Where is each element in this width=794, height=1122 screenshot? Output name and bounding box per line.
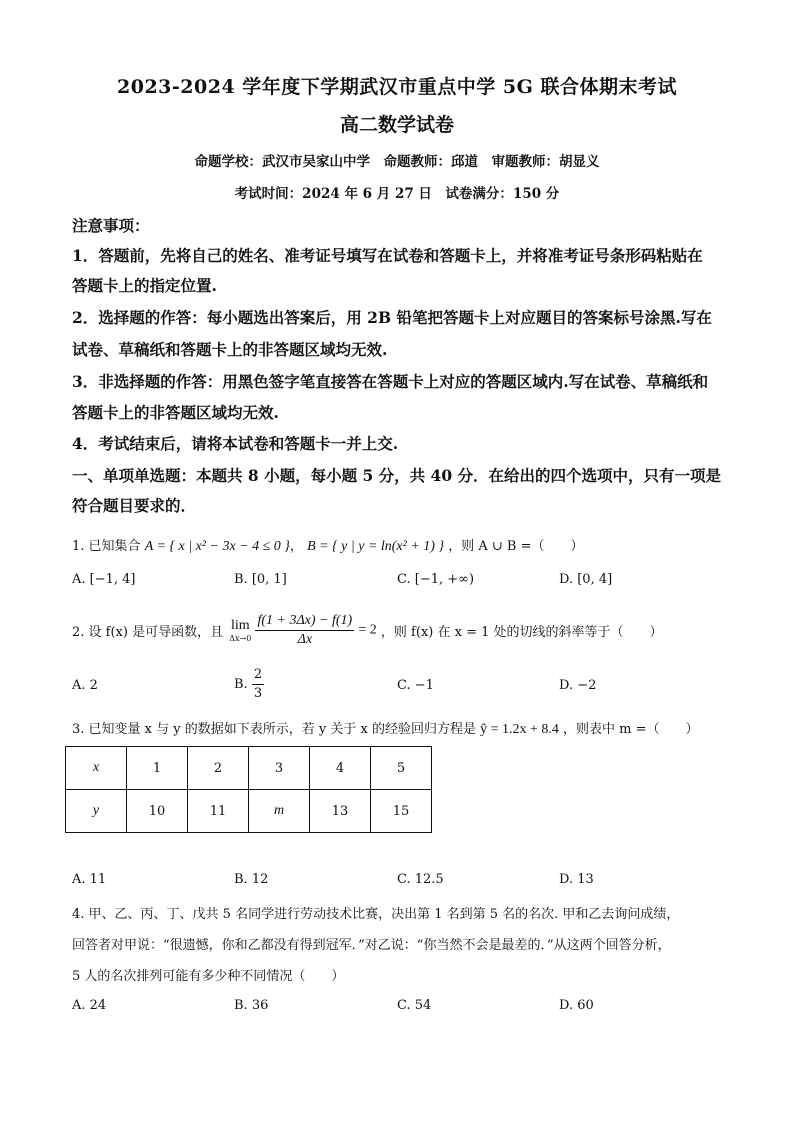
q3-text-post: ，则表中 m =（ ） bbox=[563, 722, 699, 737]
table-row-y bbox=[66, 790, 432, 833]
q2-option-d: D. −2 bbox=[559, 678, 597, 693]
section-1-heading-cont: 符合题目要求的． bbox=[72, 496, 197, 515]
q1-comma: ， bbox=[289, 539, 303, 554]
table-cell: 11 bbox=[188, 790, 249, 833]
question-3 bbox=[72, 718, 699, 738]
q3-option-b: B. 12 bbox=[234, 872, 269, 887]
notice-item-4: 4．考试结束后，请将本试卷和答题卡一并上交. bbox=[72, 434, 399, 453]
q2-limit bbox=[229, 618, 251, 644]
notice-item-1-line-2: 答题卡上的指定位置. bbox=[72, 276, 217, 295]
exam-subtitle: 高二数学试卷 bbox=[339, 114, 454, 136]
notice-heading: 注意事项： bbox=[72, 216, 150, 235]
question-1 bbox=[72, 535, 583, 555]
table-cell: m bbox=[249, 790, 310, 833]
q1-set-a: A = { x | x² − 3x − 4 ≤ 0 } bbox=[144, 539, 290, 554]
q1-option-d: D. [0, 4] bbox=[559, 572, 613, 587]
q1-option-b: B. [0, 1] bbox=[234, 572, 287, 587]
authors-line: 命题学校：武汉市吴家山中学 命题教师：邱道 审题教师：胡显义 bbox=[194, 154, 600, 170]
table-cell: 15 bbox=[371, 790, 432, 833]
notice-item-2-line-1: 2．选择题的作答：每小题选出答案后，用 2B 铅笔把答题卡上对应题目的答案标号涂黑.写在 bbox=[72, 308, 712, 327]
question-2 bbox=[72, 612, 663, 649]
q2-option-b-den: 3 bbox=[253, 686, 263, 701]
time-line: 考试时间：2024 年 6 月 27 日 试卷满分：150 分 bbox=[234, 186, 560, 202]
table-cell: 1 bbox=[127, 747, 188, 790]
question-4-line-1: 4. 甲、乙、丙、丁、戊共 5 名同学进行劳动技术比赛，决出第 1 名到第 5 名的名次. 甲和乙去询问成绩， bbox=[72, 907, 680, 922]
q1-option-a: A. [−1, 4] bbox=[72, 572, 136, 587]
q2-fraction bbox=[255, 612, 354, 649]
q2-lim: lim bbox=[230, 617, 250, 633]
q1-set-b: B = { y | y = ln(x² + 1) } bbox=[307, 539, 445, 554]
notice-item-2-line-2: 试卷、草稿纸和答题卡上的非答题区域均无效. bbox=[72, 340, 388, 359]
q4-option-b: B. 36 bbox=[234, 998, 269, 1013]
notice-item-3-line-1: 3．非选择题的作答：用黑色签字笔直接答在答题卡上对应的答题区域内.写在试卷、草稿纸和 bbox=[72, 372, 709, 391]
q2-prefix: 2. 设 f(x) 是可导函数，且 bbox=[72, 625, 224, 640]
q3-option-c: C. 12.5 bbox=[397, 872, 444, 887]
table-cell: 3 bbox=[249, 747, 310, 790]
q4-option-a: A. 24 bbox=[72, 998, 107, 1013]
q4-option-c: C. 54 bbox=[397, 998, 432, 1013]
table-cell: 2 bbox=[188, 747, 249, 790]
question-4-line-3: 5 人的名次排列可能有多少种不同情况（ ） bbox=[72, 969, 345, 984]
q2-option-b-label: B. bbox=[234, 677, 248, 692]
q4-option-d: D. 60 bbox=[559, 998, 594, 1013]
q2-lim-sub: Δx→0 bbox=[229, 633, 252, 643]
q2-option-c: C. −1 bbox=[397, 678, 434, 693]
question-4-line-2: 回答者对甲说：“很遗憾，你和乙都没有得到冠军．”对乙说：“你当然不会是最差的．”从这两个回答分析， bbox=[72, 938, 671, 953]
q3-text-pre: 3. 已知变量 x 与 y 的数据如下表所示，若 y 关于 x 的经验回归方程是 bbox=[72, 722, 476, 737]
q3-option-a: A. 11 bbox=[72, 872, 107, 887]
q2-suffix: ，则 f(x) 在 x = 1 处的切线的斜率等于（ ） bbox=[380, 625, 663, 640]
table-cell: 5 bbox=[371, 747, 432, 790]
table-cell: x bbox=[66, 747, 127, 790]
q2-numerator: f(1 + 3Δx) − f(1) bbox=[255, 612, 354, 631]
q3-option-d: D. 13 bbox=[559, 872, 594, 887]
q3-data-table bbox=[65, 746, 432, 833]
q1-suffix: ，则 A ∪ B =（ ） bbox=[448, 539, 584, 554]
q2-option-b-num: 2 bbox=[252, 666, 264, 685]
notice-item-1-line-1: 1．答题前，先将自己的姓名、准考证号填写在试卷和答题卡上，并将准考证号条形码粘贴在 bbox=[72, 246, 703, 265]
notice-item-3-line-2: 答题卡上的非答题区域均无效. bbox=[72, 403, 279, 422]
q2-denominator: Δx bbox=[297, 632, 313, 647]
q3-regression-eq: ŷ = 1.2x + 8.4 bbox=[480, 722, 559, 737]
table-cell: 13 bbox=[310, 790, 371, 833]
q2-equals: = 2 bbox=[358, 622, 377, 638]
table-row-x bbox=[66, 747, 432, 790]
exam-title: 2023-2024 学年度下学期武汉市重点中学 5G 联合体期末考试 bbox=[117, 76, 677, 98]
table-cell: 10 bbox=[127, 790, 188, 833]
section-1-heading: 一、单项单选题：本题共 8 小题，每小题 5 分，共 40 分．在给出的四个选项中，只有一项是 bbox=[72, 466, 722, 485]
q2-option-b bbox=[234, 666, 264, 703]
q2-option-a: A. 2 bbox=[72, 678, 98, 693]
q1-option-c: C. [−1, +∞) bbox=[397, 572, 475, 587]
table-cell: 4 bbox=[310, 747, 371, 790]
table-cell: y bbox=[66, 790, 127, 833]
q2-option-b-fraction bbox=[252, 666, 264, 703]
q1-prefix: 1. 已知集合 bbox=[72, 539, 141, 554]
